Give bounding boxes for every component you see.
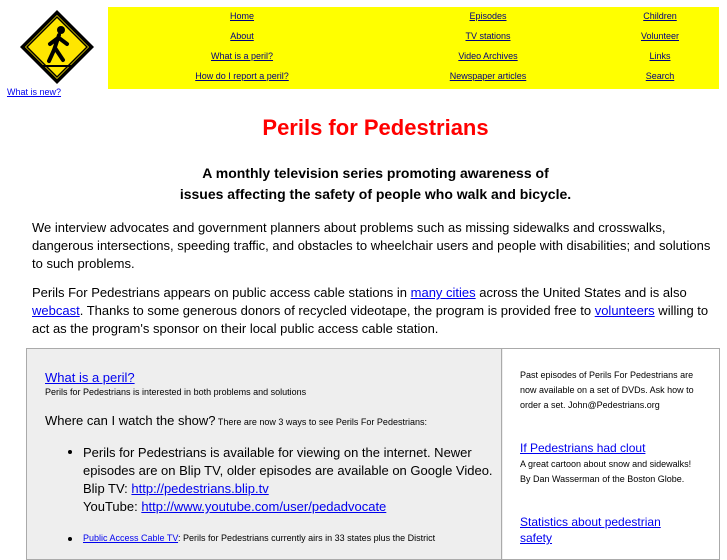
bullet-icon: [68, 537, 72, 541]
watch-question-text: Where can I watch the show?: [45, 413, 216, 428]
para2-text-4: willing to act as the program's sponsor on their local public access cable station.: [32, 303, 709, 336]
public-access-text: : Perils for Pedestrians currently airs in 33 states plus the District: [178, 533, 436, 543]
peril-description: Perils for Pedestrians is interested in both problems and solutions: [45, 387, 307, 397]
youtube-label: YouTube:: [83, 499, 142, 514]
clout-cartoon-link[interactable]: If Pedestrians had clout: [520, 441, 646, 455]
nav-report-peril[interactable]: How do I report a peril?: [195, 71, 289, 81]
nav-about[interactable]: About: [230, 31, 254, 41]
blip-tv-link[interactable]: http://pedestrians.blip.tv: [131, 481, 269, 496]
subtitle-line-1: A monthly television series promoting awareness of: [202, 165, 549, 181]
nav-search[interactable]: Search: [645, 71, 675, 81]
webcast-link[interactable]: webcast: [32, 303, 80, 318]
para2-text-3: . Thanks to some generous donors of recycled videotape, the program is provided free to: [79, 303, 595, 318]
page-title: Perils for Pedestrians: [262, 115, 489, 140]
subtitle-line-2: issues affecting the safety of people who walk and bicycle.: [179, 186, 572, 202]
whats-new-link[interactable]: What is new?: [7, 87, 62, 97]
dvd-notice: Past episodes of Perils For Pedestrians are now available on a set of DVDs. Ask how to order a set. John@Pedestrians.org: [520, 370, 694, 410]
nav-home[interactable]: Home: [229, 11, 255, 21]
bullet-icon: [68, 450, 72, 454]
left-column: [27, 349, 502, 559]
nav-video-archives[interactable]: Video Archives: [458, 51, 518, 61]
para2-text-1: Perils For Pedestrians appears on public access cable stations in: [32, 285, 411, 300]
statistics-link[interactable]: Statistics about pedestrian safety: [520, 515, 661, 545]
nav-episodes[interactable]: Episodes: [469, 11, 507, 21]
broadcast-paragraph: [32, 284, 722, 338]
nav-what-is-peril[interactable]: What is a peril?: [210, 51, 274, 61]
nav-volunteer[interactable]: Volunteer: [640, 31, 680, 41]
page-subtitle: [0, 163, 727, 205]
clout-description: A great cartoon about snow and sidewalks! By Dan Wasserman of the Boston Globe.: [520, 459, 692, 484]
many-cities-link[interactable]: many cities: [410, 285, 476, 300]
watch-ways-text: There are now 3 ways to see Perils For Pedestrians:: [215, 417, 427, 427]
nav-children[interactable]: Children: [643, 11, 677, 21]
para2-text-2: across the United States and is also: [475, 285, 687, 300]
right-column: [503, 349, 719, 559]
content-box: [26, 348, 720, 560]
watch-question: [45, 413, 427, 428]
internet-viewing-text: Perils for Pedestrians is available for viewing on the internet. Newer episodes are on Blip TV, older episodes are available on Google Video.: [83, 445, 493, 478]
youtube-link[interactable]: http://www.youtube.com/user/pedadvocate: [141, 499, 387, 514]
what-is-peril-link[interactable]: What is a peril?: [45, 370, 135, 385]
volunteers-link[interactable]: volunteers: [594, 303, 655, 318]
blip-label: Blip TV:: [83, 481, 132, 496]
nav-newspaper-articles[interactable]: Newspaper articles: [449, 71, 527, 81]
top-nav: [108, 7, 719, 89]
nav-links[interactable]: Links: [649, 51, 671, 61]
pedestrian-crossing-sign-logo[interactable]: [18, 8, 96, 86]
intro-paragraph: We interview advocates and government planners about problems such as missing sidewalks and crosswalks, dangerous intersections, speeding traffic, and obstacles to wheelchair users and people with disabilities; and solutions to such problems.: [32, 220, 711, 271]
nav-tv-stations[interactable]: TV stations: [465, 31, 511, 41]
public-access-cable-link[interactable]: Public Access Cable TV: [83, 533, 179, 543]
public-access-item: [83, 533, 435, 543]
